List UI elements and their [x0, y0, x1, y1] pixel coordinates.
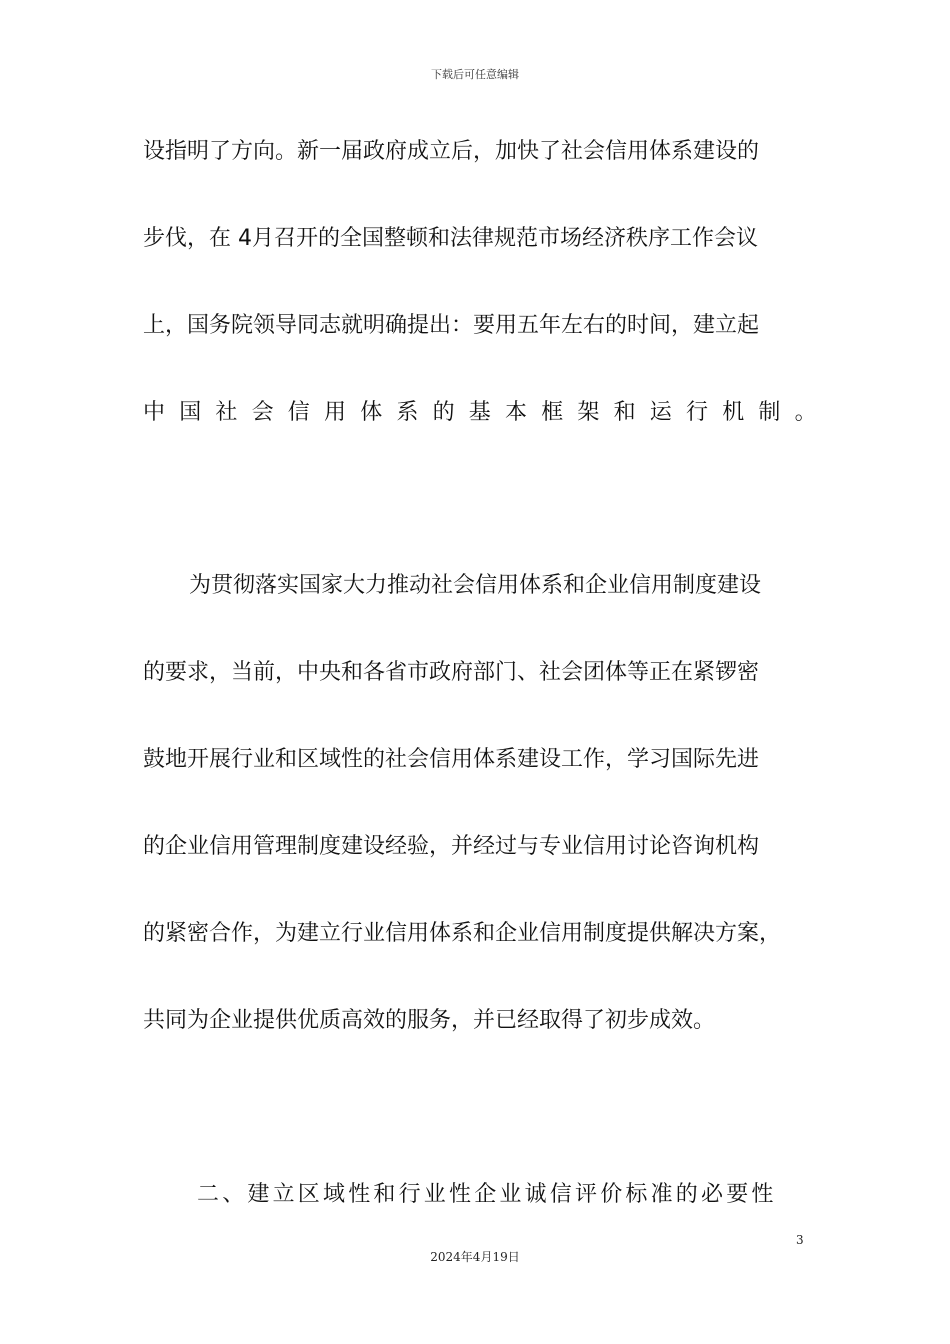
paragraph-line: 共同为企业提供优质高效的服务，并已经取得了初步成效。 — [143, 1008, 716, 1033]
paragraph-line: 设指明了方向。新一届政府成立后，加快了社会信用体系建设的 — [143, 139, 760, 164]
paragraph-line: 的紧密合作，为建立行业信用体系和企业信用制度提供解决方案， — [143, 921, 782, 946]
paragraph-line: 步伐，在 4月召开的全国整顿和法律规范市场经济秩序工作会议 — [143, 226, 758, 251]
page-header: 下载后可任意编辑 — [431, 68, 519, 81]
paragraph-line: 中国社会信用体系的基本框架和运行机制。 — [143, 400, 831, 425]
paragraph-line: 上，国务院领导同志就明确提出：要用五年左右的时间，建立起 — [143, 313, 760, 338]
paragraph-line: 的要求，当前，中央和各省市政府部门、社会团体等正在紧锣密 — [143, 660, 760, 685]
page-number: 3 — [796, 1233, 804, 1247]
page-footer-date: 2024年4月19日 — [430, 1250, 520, 1264]
paragraph-line: 鼓地开展行业和区域性的社会信用体系建设工作，学习国际先进 — [143, 747, 760, 772]
paragraph-line: 为贯彻落实国家大力推动社会信用体系和企业信用制度建设 — [189, 573, 762, 598]
paragraph-line: 的企业信用管理制度建设经验，并经过与专业信用讨论咨询机构 — [143, 834, 760, 859]
section-heading: 二、建立区域性和行业性企业诚信评价标准的必要性 — [197, 1182, 777, 1207]
